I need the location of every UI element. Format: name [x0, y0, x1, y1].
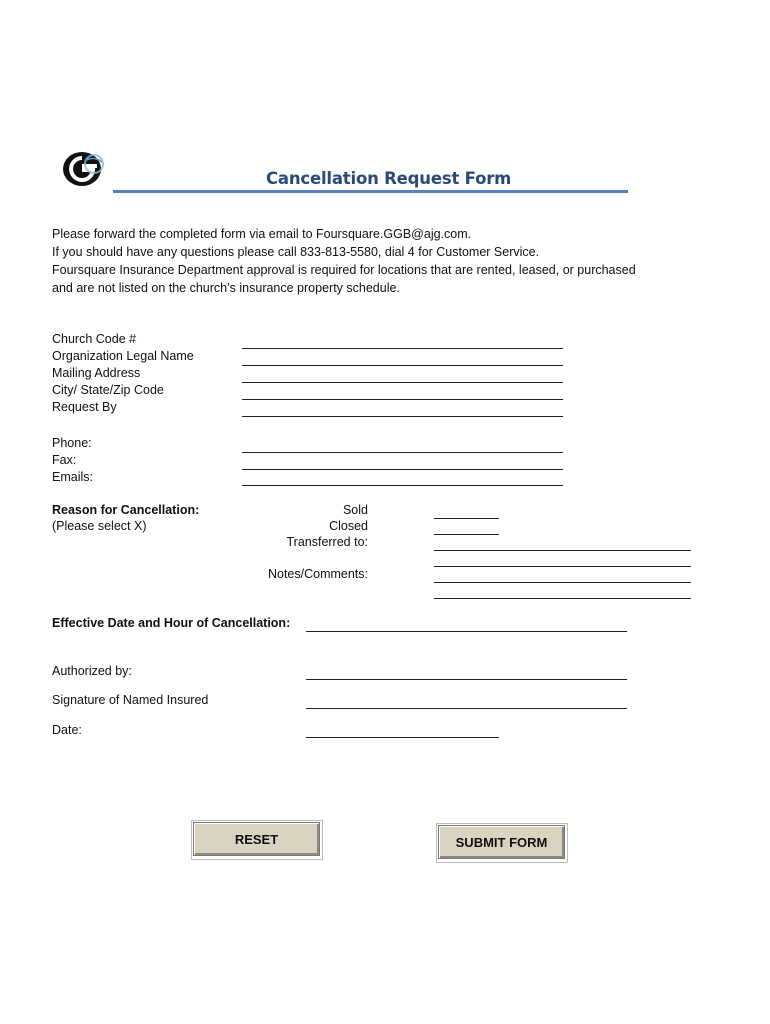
church-code-field[interactable]: [242, 334, 563, 349]
org-name-field[interactable]: [242, 351, 563, 366]
reason-label: Reason for Cancellation:: [52, 503, 200, 517]
notes-field-3[interactable]: [434, 584, 691, 599]
intro-line-4: and are not listed on the church’s insurance property schedule.: [52, 281, 400, 295]
phone-label: Phone:: [52, 436, 92, 450]
intro-line-2: If you should have any questions please call 833-813-5580, dial 4 for Customer Service.: [52, 245, 540, 259]
fax-field[interactable]: [242, 455, 563, 470]
title-underline: [113, 190, 628, 193]
authorized-by-label: Authorized by:: [52, 664, 132, 678]
notes-label: Notes/Comments:: [267, 567, 368, 581]
emails-label: Emails:: [52, 470, 93, 484]
org-name-label: Organization Legal Name: [52, 349, 194, 363]
request-by-field[interactable]: [242, 402, 563, 417]
emails-field[interactable]: [242, 471, 563, 486]
authorized-by-field[interactable]: [306, 665, 627, 680]
reason-hint: (Please select X): [52, 519, 147, 533]
fax-label: Fax:: [52, 453, 77, 467]
transferred-to-field[interactable]: [434, 536, 691, 551]
sold-select-field[interactable]: [434, 504, 499, 519]
closed-select-field[interactable]: [434, 520, 499, 535]
signature-label: Signature of Named Insured: [52, 693, 209, 707]
date-label: Date:: [52, 723, 82, 737]
closed-label: Closed: [329, 519, 368, 533]
intro-line-1: Please forward the completed form via email to Foursquare.GGB@ajg.com.: [52, 227, 472, 241]
phone-field[interactable]: [242, 438, 563, 453]
effective-date-field[interactable]: [306, 617, 627, 632]
submit-form-button[interactable]: SUBMIT FORM: [438, 825, 565, 859]
sold-label: Sold: [342, 503, 368, 517]
church-code-label: Church Code #: [52, 332, 137, 346]
notes-field-2[interactable]: [434, 568, 691, 583]
signature-field[interactable]: [306, 694, 627, 709]
page-title: Cancellation Request Form: [266, 169, 512, 188]
city-state-zip-field[interactable]: [242, 385, 563, 400]
request-by-label: Request By: [52, 400, 117, 414]
transferred-label: Transferred to:: [286, 535, 368, 549]
reset-button[interactable]: RESET: [193, 822, 320, 856]
company-logo: [60, 150, 108, 188]
effective-date-label: Effective Date and Hour of Cancellation:: [52, 616, 291, 630]
notes-field-1[interactable]: [434, 552, 691, 567]
date-field[interactable]: [306, 723, 499, 738]
intro-line-3: Foursquare Insurance Department approval is required for locations that are rented, leased, or purchased: [52, 263, 636, 277]
city-state-zip-label: City/ State/Zip Code: [52, 383, 164, 397]
mailing-address-field[interactable]: [242, 368, 563, 383]
mailing-address-label: Mailing Address: [52, 366, 141, 380]
